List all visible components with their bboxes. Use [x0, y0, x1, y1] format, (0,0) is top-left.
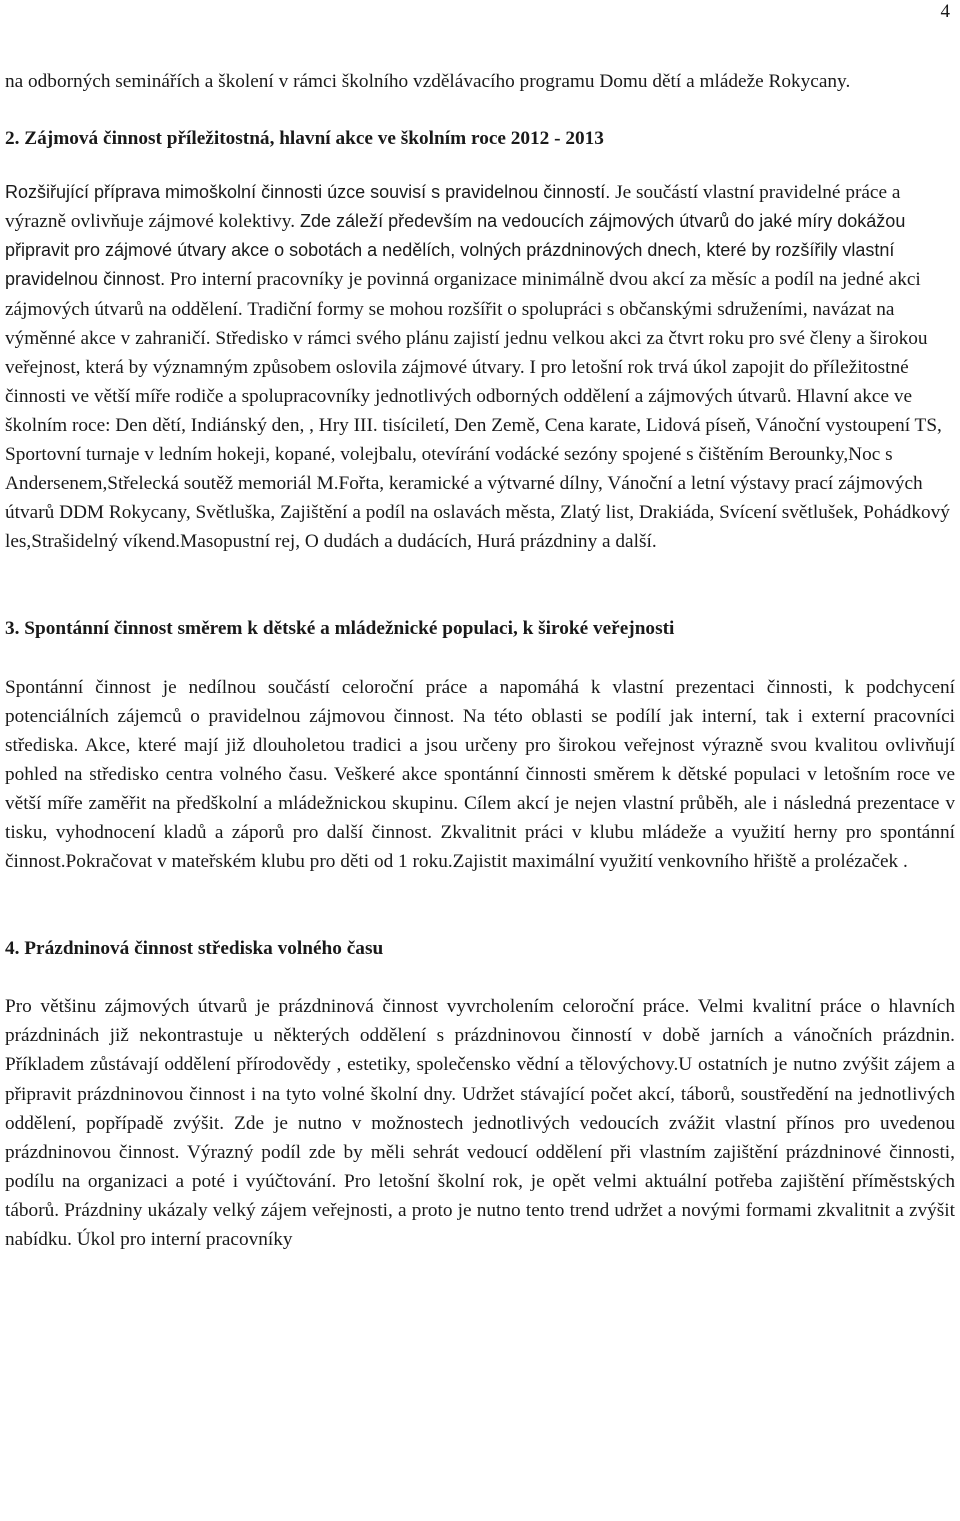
section-2-rest: Pro interní pracovníky je povinná organizace minimálně dvou akcí za měsíc a podíl na jedné akci zájmových útvarů na oddělení. Tradiční formy se mohou rozšířit o spolupráci s občanskými sdruženími, navázat na výměnné akce v zahraničí. Středisko v rámci svého plánu zajistí jednu velkou akci za čtvrt roku pro své členy a širokou veřejnost, která by významným způsobem oslovila zájmové útvary. I pro letošní rok trvá úkol zapojit do příležitostné činnosti ve větší míře rodiče a spolupracovníky jednotlivých odborných oddělení a zájmových útvarů. Hlavní akce ve školním roce: Den dětí, Indiánský den, , Hry III. tisíciletí, Den Země, Cena karate, Lidová píseň, Vánoční vystoupení TS, Sportovní turnaje v ledním hokeji, kopané, volejbalu, otevírání vodácké sezóny spojené s čištěním Berounky,Noc s Andersenem,Střelecká soutěž memoriál M.Fořta, keramické a výtvarné dílny, Vánoční a letní výstavy prací zájmových útvarů DDM Rokycany, Světluška, Zajištění a podíl na oslavách města, Zlatý list, Drakiáda, Svícení světlušek, Pohádkový les,Strašidelný víkend.Masopustní rej, O dudách a dudácích, Hurá prázdniny a další.	[5, 269, 950, 553]
page-number: 4	[940, 1, 950, 22]
section-4-paragraph: Pro většinu zájmových útvarů je prázdninová činnost vyvrcholením celoroční práce. Velmi kvalitní práce o hlavních prázdninách již nekontrastuje u některých oddělení s prázdninovou činností v době jarních a vánočních prázdnin. Příkladem zůstávají oddělení přírodovědy , estetiky, společensko vědní a tělovýchovy.U ostatních je nutno zvýšit zájem a připravit prázdninovou činnost i na tyto volné školní dny. Udržet stávající počet akcí, táborů, soustředění na jednotlivých oddělení, popřípadě zvýšit. Zde je nutno v možnostech jednotlivých vedoucích zvážit vlastní přínos pro uvedenou prázdninovou činnost. Výrazný podíl zde by měli sehrát vedoucí oddělení při vlastním zajištění prázdninové činnosti, podílu na organizaci a poté i vyúčtování. Pro letošní školní rok, je opět velmi aktuální potřeba zajištění příměstských táborů. Prázdniny ukázaly velký zájem veřejnosti, a proto je nutno tento trend udržet a novými formami zkvalitnit a zvýšit nabídku. Úkol pro interní pracovníky	[5, 996, 955, 1250]
intro-paragraph: na odborných seminářích a školení v rámci školního vzdělávacího programu Domu dětí a mládeže Rokycany.	[5, 71, 851, 92]
spacer	[5, 96, 955, 124]
section-2-heading: 2. Zájmová činnost příležitostná, hlavní akce ve školním roce 2012 - 2013	[5, 128, 604, 150]
section-2-paragraph	[5, 178, 955, 556]
spacer	[5, 556, 955, 614]
section-3-heading: 3. Spontánní činnost směrem k dětské a mládežnické populaci, k široké veřejnosti	[5, 618, 675, 640]
spacer	[5, 153, 955, 178]
document-body	[5, 67, 955, 1254]
section-2-sentence-3: Zde záleží především na vedoucích zájmových útvarů do jaké míry dokážou připravit pro zájmové útvary akce o sobotách a nedělích, volných prázdninových dnech, které by rozšířily vlastní pravidelnou činnost.	[5, 211, 906, 290]
section-2-sentence-1: Rozšiřující příprava mimoškolní činnosti úzce souvisí s pravidelnou činností.	[5, 182, 611, 203]
section-3-paragraph: Spontánní činnost je nedílnou součástí celoroční práce a napomáhá k vlastní prezentaci činnosti, k podchycení potenciálních zájemců o pravidelnou zájmovou činnost. Na této oblasti se podílí jak interní, tak i externí pracovníci střediska. Akce, které mají již dlouholetou tradici a jsou určeny pro širokou veřejnost výrazně svou kvalitou ovlivňují pohled na středisko centra volného času. Veškeré akce spontánní činnosti směrem k dětské populaci v letošním roce ve větší míře zaměřit na předškolní a mládežnickou skupinu. Cílem akcí je nejen vlastní průběh, ale i následná prezentace v tisku, vyhodnocení kladů a záporů pro další činnost. Zkvalitnit práci v klubu mládeže a využití herny pro spontánní činnost.Pokračovat v mateřském klubu pro děti od 1 roku.Zajistit maximální využití venkovního hřiště a prolézaček .	[5, 676, 955, 873]
spacer	[5, 644, 955, 673]
spacer	[5, 963, 955, 992]
section-2-sentence-2: Je součástí vlastní pravidelné práce a výrazně ovlivňuje zájmové kolektivy.	[5, 182, 901, 233]
spacer	[5, 876, 955, 934]
section-4-heading: 4. Prázdninová činnost střediska volného času	[5, 938, 384, 960]
